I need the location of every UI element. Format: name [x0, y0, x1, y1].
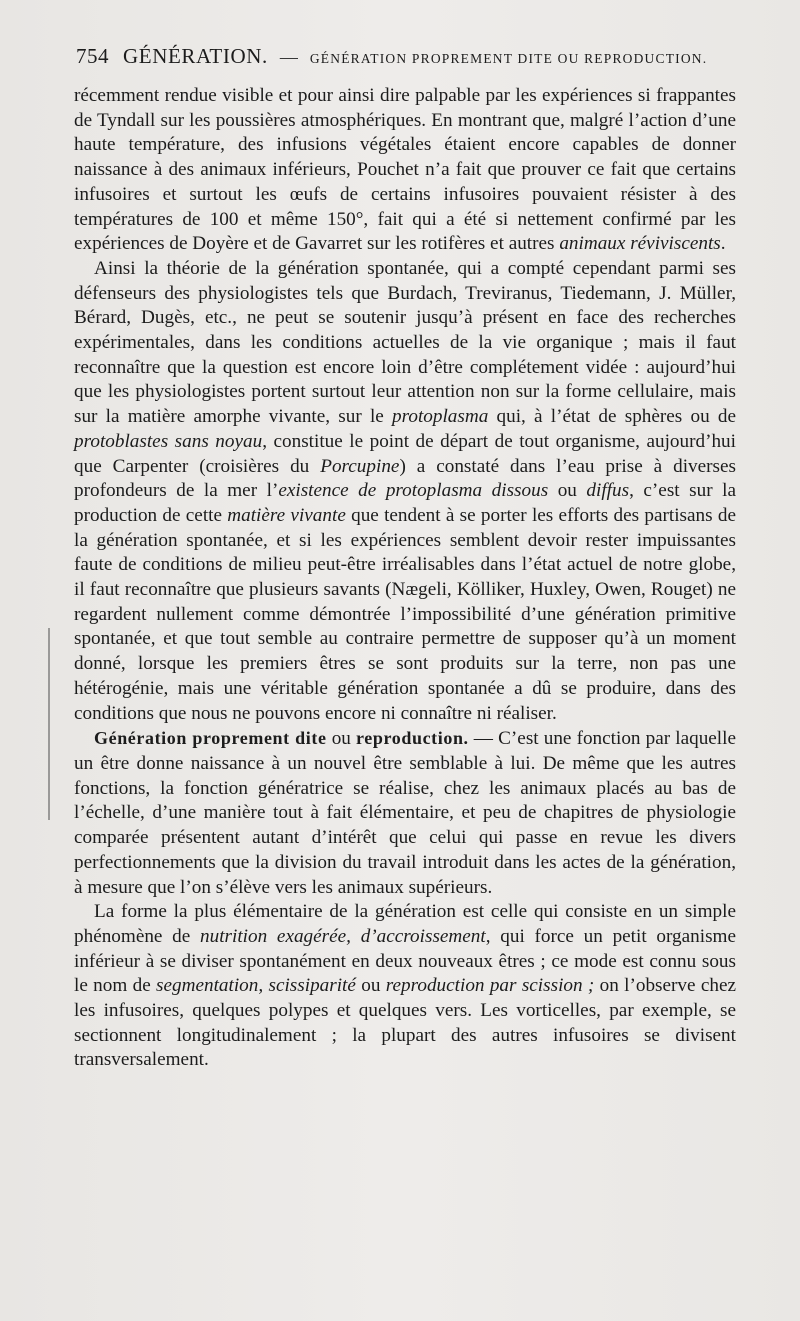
paragraph-2-text-1: Ainsi la théorie de la génération spontanée, qui a compté cependant parmi ses défenseurs des physiologistes tels que Burdach, Treviranus, Tiedemann, J. Müller, Bérard, Dugès, etc., ne peut se soutenir jusqu’à présent en face des recherches expérimentales, dans les conditions actuelles de la vie organique ; mais il faut reconnaître que la question est encore loin d’être complétement vidée : aujourd’hui que les physiologistes portent surtout leur attention non sur la forme cellulaire, mais sur la matière amorphe vivante, sur le: [74, 257, 736, 428]
paragraph-4: [74, 900, 736, 1073]
paragraph-2-emphasis-2: protoblastes sans noyau: [74, 430, 263, 452]
paragraph-2-text-2: qui, à l’état de sphères ou de: [488, 406, 736, 428]
paragraph-2-emphasis-3: Porcupine: [320, 455, 400, 477]
section-heading: Génération proprement dite: [94, 728, 327, 749]
running-header: [76, 44, 736, 74]
paragraph-1-emphasis: animaux réviviscents: [559, 233, 721, 255]
page-body: [74, 84, 736, 1073]
paragraph-2-text-7: que tendent à se porter les efforts des partisans de la génération spontanée, et si les expériences semblent devoir rester impuissantes faute de conditions de milieu peut-être irréalisables dans l’état actuel de notre globe, il faut reconnaître que plusieurs savants (Nægeli, Kölliker, Huxley, Owen, Rouget) ne regardent nullement comme démontrée l’impossibilité d’une génération primitive spontanée, et que tout semble au contraire permettre de supposer qu’à un moment donné, lorsque les premiers êtres se sont produits sur la terre, non pas une hétérogénie, mais une véritable génération spontanée a dû se produire, dans des conditions que nous ne pouvons encore ni connaître ni réaliser.: [74, 504, 736, 724]
page-number: 754: [76, 44, 109, 68]
header-subtitle: GÉNÉRATION PROPREMENT DITE OU REPRODUCTION.: [309, 51, 708, 66]
margin-pencil-mark: [48, 628, 50, 820]
paragraph-2-text-6: , c’est sur la production de cette: [74, 480, 736, 526]
section-heading-term: reproduction.: [356, 728, 469, 749]
paragraph-4-text-4: on l’observe chez les infusoires, quelques polypes et quelques vers. Les vorticelles, par exemple, se sectionnent longitudinalement ; la plupart des autres infusoires se divisent transversalement.: [74, 975, 737, 1071]
paragraph-2-emphasis-6: matière vivante: [227, 504, 346, 526]
paragraph-4-text-1: La forme la plus élémentaire de la génération est celle qui consiste en un simple phénomène de: [74, 901, 736, 947]
paragraph-4-text-3: ou: [355, 975, 386, 997]
paragraph-2-emphasis-1: protoplasma: [392, 406, 489, 428]
paragraph-1-text: récemment rendue visible et pour ainsi dire palpable par les expériences si frappantes de Tyndall sur les poussières atmosphériques. En montrant que, malgré l’action d’une haute température, des infusions végétales étaient encore capables de donner naissance à des animaux inférieurs, Pouchet n’a fait que prouver ce fait que certains infusoires et surtout les œufs de certains infusoires pouvaient résister à des températures de 100 et même 150°, fait qui a été si nettement confirmé par les expériences de Doyère et de Gavarret sur les rotifères et autres: [74, 85, 736, 255]
section-heading-conjunction: ou: [326, 728, 357, 750]
paragraph-4-emphasis-3: reproduction par scission ;: [385, 975, 595, 997]
paragraph-4-emphasis-2: segmentation, scissiparité: [156, 975, 356, 997]
paragraph-4-emphasis-1: nutrition exagérée, d’accroissement: [200, 925, 486, 947]
paragraph-2-text-4: ) a constaté dans l’eau prise à diverses profondeurs de la mer l’: [74, 455, 736, 502]
paragraph-1: [74, 84, 736, 257]
paragraph-2-text-5: ou: [548, 480, 587, 502]
paragraph-3-text: — C’est une fonction par laquelle un être donne naissance à un nouvel être semblable à lui. De même que les autres fonctions, la fonction génératrice se réalise, chez les animaux placés au bas de l’échelle, d’une manière tout à fait élémentaire, et peu de chapitres de physiologie comparée présentent autant d’intérêt que celui qui passe en revue les divers perfectionnements que la division du travail introduit dans les actes de la génération, à mesure que l’on s’élève vers les animaux supérieurs.: [74, 728, 736, 898]
paragraph-3: [74, 726, 736, 900]
paragraph-2: [74, 257, 736, 726]
paragraph-2-text-3: , constitue le point de départ de tout organisme, aujourd’hui que Carpenter (croisières du: [74, 430, 736, 477]
paragraph-2-emphasis-4: existence de protoplasma dissous: [278, 480, 549, 502]
paragraph-1-end: .: [720, 233, 726, 255]
header-title: GÉNÉRATION.: [123, 44, 268, 68]
header-dash: —: [279, 47, 298, 67]
paragraph-4-text-2: , qui force un petit organisme inférieur à se diviser spontanément en deux nouveaux êtres ; ce mode est connu sous le nom de: [74, 925, 736, 997]
paragraph-2-emphasis-5: diffus: [586, 480, 630, 502]
